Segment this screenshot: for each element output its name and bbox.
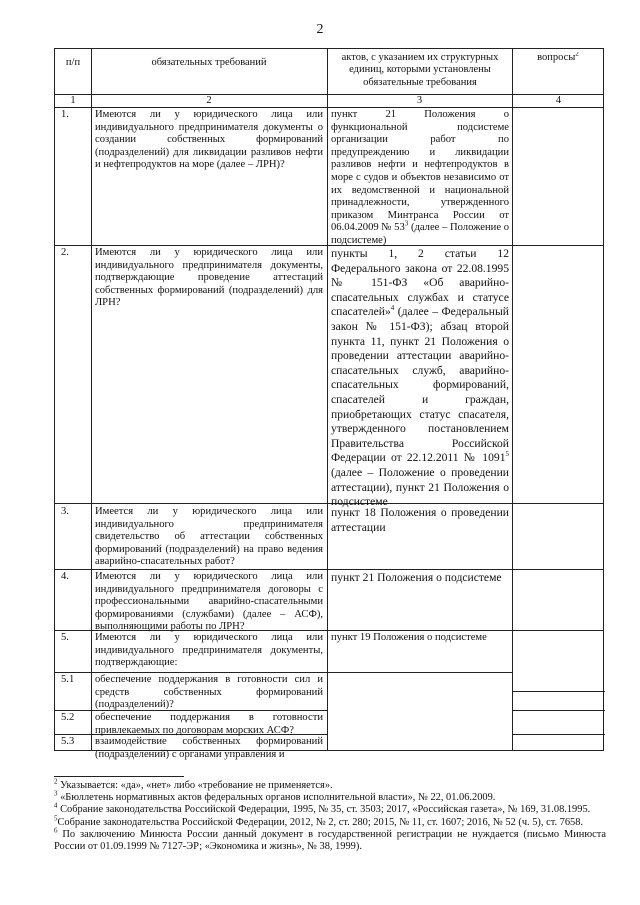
requirement-text: обеспечение поддержания в готовности привлекаемых по договорам морских АСФ? <box>95 712 323 736</box>
header-col1: п/п <box>65 57 81 68</box>
footnote-mark: 6 <box>54 826 58 835</box>
row-number: 5. <box>61 632 69 643</box>
footnote-ref: 3 <box>404 219 409 228</box>
footnote-ref: 5 <box>505 450 509 459</box>
footnote-text: Собрание законодательства Российской Федерации, 2012, № 2, ст. 280; 2015, № 11, ст. 1607; 2016, № 52 (ч. 5), ст. 7658. <box>57 816 584 828</box>
col-number: 1 <box>70 95 76 106</box>
footnote-ref: 2 <box>575 52 579 58</box>
footnote-text: «Бюллетень нормативных актов федеральных органов исполнительной власти», № 22, 01.06.2009. <box>57 792 496 804</box>
requirement-text: взаимодействие собственных формирований (подразделений) с органами управления и <box>95 736 323 760</box>
requirement-text: Имеются ли у юридического лица или индивидуального предпринимателя документы, подтверждающие проведение аттестаций собственных формирований (подразделений) для ЛРН? <box>95 247 323 309</box>
header-col3: актов, с указанием их структурных единиц, которыми установлены обязательные требования <box>341 52 499 88</box>
requirements-table <box>54 48 604 760</box>
footnote-mark: 5 <box>54 814 58 823</box>
requirement-text: Имеются ли у юридического лица или индивидуального предпринимателя документы о создании собственных формирований (подразделений) для ликвидации разливов нефти и нефтепродуктов на море (далее – ЛРН)? <box>95 109 323 171</box>
footnote-mark: 3 <box>54 789 58 798</box>
row-number: 3. <box>61 506 69 517</box>
header-col2: обязательных требований <box>151 57 267 68</box>
requirement-text: Имеются ли у юридического лица или индивидуального предпринимателя документы, подтверждающие: <box>95 632 323 669</box>
act-reference <box>331 247 509 510</box>
act-reference <box>331 109 509 248</box>
row-number: 5.3 <box>61 736 75 747</box>
act-reference: пункт 21 Положения о подсистеме <box>331 571 502 584</box>
act-reference: пункт 19 Положения о подсистеме <box>331 632 487 643</box>
table-rule <box>512 691 605 692</box>
footnote-text: Указывается: «да», «нет» либо «требование не применяется». <box>57 780 333 791</box>
act-text: пункт 21 Положения о функциональной подсистеме организации работ по предупреждению и ликвидации разливов нефти и нефтепродуктов в море с судов и объектов независимо от их ведомственной и национальной принадлежности, утвержденного приказом Минтранса России от 06.04.2009 № 53 <box>331 109 509 234</box>
act-text: пункты 1, 2 статьи 12 Федерального закона от 22.08.1995 № 151-ФЗ «Об аварийно-спасательных службах и статусе спасателей» <box>331 247 509 319</box>
requirement-text: Имеются ли у юридического лица или индивидуального предпринимателя договоры с профессиональными аварийно-спасательными формированиями (службами) (далее – АСФ), выполняющими работы по ЛРН? <box>95 571 323 633</box>
col-number: 2 <box>206 95 212 106</box>
footnotes <box>54 777 606 853</box>
footnote-text: По заключению Минюста России данный документ в государственной регистрации не нуждается (письмо Минюста России от 01.09.1999 № 7127-ЭР; «Экономика и жизнь», № 38, 1999). <box>54 828 606 853</box>
act-text: (далее – Положение о подсистеме) <box>331 222 509 246</box>
col-number: 3 <box>416 95 423 106</box>
header-col4 <box>514 52 602 64</box>
table-rule <box>512 710 605 711</box>
header-col4-text: вопросы <box>537 52 576 63</box>
row-number: 5.1 <box>61 674 75 685</box>
page-number: 2 <box>316 22 324 37</box>
act-text: (далее – Федеральный закон № 151-ФЗ); абзац второй пункта 11, пункт 21 Положения о проведении аттестации аварийно-спасательных служб, аварийно-спасательных формирований, спасателей и граждан, приобретающих статус спасателя, утвержденного постановлением Правительства Российской Федерации от 22.12.2011 № 1091 <box>331 305 509 465</box>
act-reference: пункт 18 Положения о проведении аттестации <box>331 506 509 534</box>
footnote-separator <box>54 776 184 777</box>
row-number: 5.2 <box>61 712 75 723</box>
footnote <box>54 777 606 792</box>
table-rule <box>327 49 328 750</box>
table-rule <box>55 245 603 246</box>
table-rule <box>55 672 512 673</box>
footnote <box>54 801 606 816</box>
footnote-ref: 4 <box>390 304 395 313</box>
table-rule <box>55 569 603 570</box>
table-rule <box>91 49 92 750</box>
footnote <box>54 814 606 829</box>
footnote <box>54 826 606 853</box>
table-rule <box>55 503 603 504</box>
footnote-text: Собрание законодательства Российской Федерации, 1995, № 35, ст. 3503; 2017, «Российская газета», № 169, 31.08.1995. <box>57 804 591 816</box>
table-rule <box>512 734 605 735</box>
row-number: 4. <box>61 571 69 582</box>
footnote-mark: 2 <box>54 777 58 786</box>
act-text: (далее – Положение о проведении аттестации), пункт 21 Положения о подсистеме <box>331 465 509 509</box>
footnote <box>54 789 606 804</box>
row-number: 1. <box>61 109 69 120</box>
requirement-text: Имеется ли у юридического лица или индивидуального предпринимателя свидетельство об аттестации собственных формирований (подразделений) на право ведения аварийно-спасательных работ? <box>95 506 323 568</box>
requirement-text: обеспечение поддержания в готовности сил и средств собственных формирований (подразделений)? <box>95 674 323 711</box>
footnote-mark: 4 <box>54 801 58 810</box>
table-rule <box>512 49 513 750</box>
row-number: 2. <box>61 247 69 258</box>
col-number: 4 <box>555 95 562 106</box>
